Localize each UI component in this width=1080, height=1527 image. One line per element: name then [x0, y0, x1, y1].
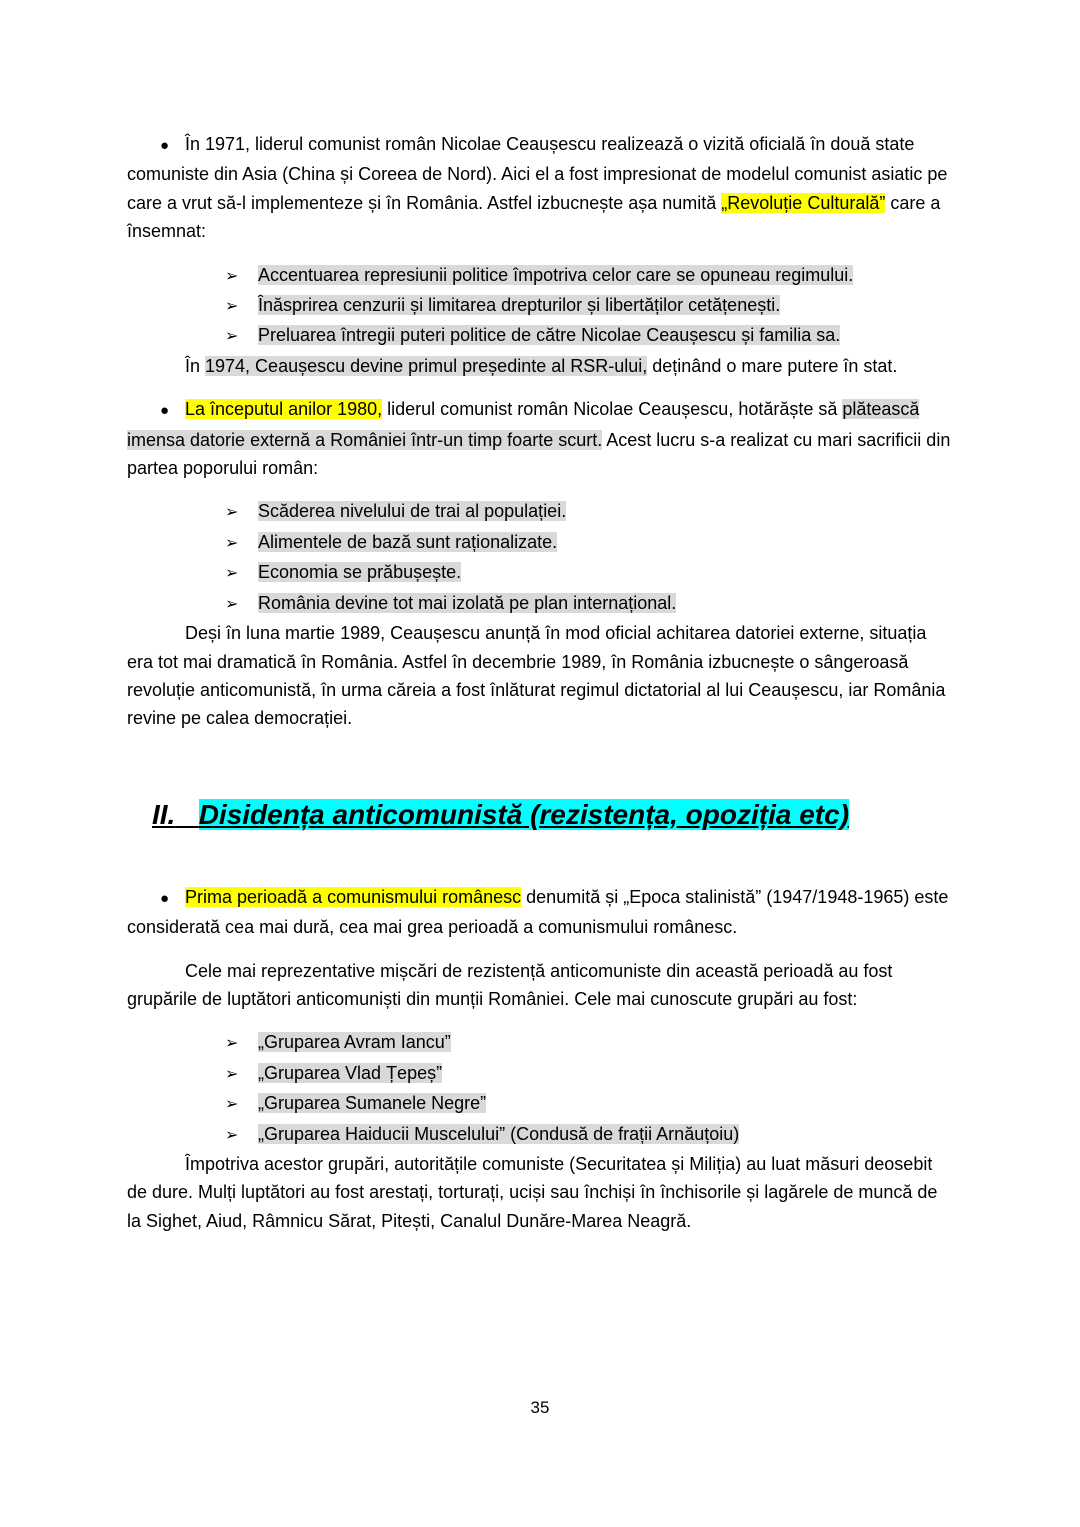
highlighted-text-yellow: „Revoluție Culturală”: [721, 192, 886, 213]
text-segment: Împotriva acestor grupări, autoritățile comuniste (Securitatea și Miliția) au luat măsuri deosebit de dure. Mulți luptători au fost arestați, torturați, uciși sau închiși în închisorile și lagărele de muncă de la Sighet, Aiud, Râmnicu Sărat, Pitești, Canalul Dunăre-Marea Neagră.: [127, 1153, 938, 1231]
list-item-text: „Gruparea Avram Iancu”: [258, 1032, 451, 1053]
text-segment: Deși în luna martie 1989, Ceaușescu anunță în mod oficial achitarea datoriei externe, situația era tot mai dramatică în România. Astfel în decembrie 1989, în România izbucnește o sângeroasă revoluție anticomunistă, în urma căreia a fost înlăturat regimul dictatorial al lui Ceaușescu, iar România revine pe calea democrației.: [127, 623, 946, 729]
paragraph-repression: [127, 1150, 953, 1235]
list-item: [225, 1089, 953, 1119]
page-number: 35: [530, 1398, 550, 1417]
text-segment: liderul comunist român Nicolae Ceaușescu, hotărăște să: [382, 399, 843, 420]
paragraph-president-1974: [127, 352, 953, 380]
arrow-bullet-icon: ➢: [225, 1065, 239, 1083]
list-item: [225, 589, 953, 619]
list-item: [225, 1059, 953, 1089]
paragraph-stalinist-era: [127, 883, 953, 942]
list-item-text: „Gruparea Vlad Țepeș”: [258, 1062, 443, 1083]
highlighted-text-yellow: Prima perioadă a comunismului românesc: [185, 886, 522, 907]
highlighted-text-yellow: La începutul anilor 1980,: [185, 399, 383, 420]
list-item-text: Economia se prăbușește.: [258, 562, 462, 583]
paragraph-visit-1971: [127, 130, 953, 246]
arrow-bullet-icon: ➢: [225, 534, 239, 552]
arrow-bullet-icon: ➢: [225, 267, 239, 285]
arrow-bullet-icon: ➢: [225, 595, 239, 613]
arrow-list-cultural-revolution: [127, 261, 953, 352]
paragraph-revolution-1989: [127, 619, 953, 733]
list-item: [225, 558, 953, 588]
text-segment: Acest lucru s-a realizat cu mari sacrificii din partea poporului român:: [127, 429, 951, 479]
list-item: [225, 528, 953, 558]
list-item-text: Accentuarea represiunii politice împotriva celor care se opuneau regimului.: [258, 264, 854, 285]
list-item: [225, 497, 953, 527]
paragraph-resistance-intro: [127, 957, 953, 1014]
list-item-text: „Gruparea Sumanele Negre”: [258, 1093, 487, 1114]
text-segment: deținând o mare putere în stat.: [647, 355, 898, 376]
text-segment: În: [185, 355, 206, 376]
text-segment: Cele mai reprezentative mișcări de rezistență anticomuniste din această perioadă au fost grupările de luptători anticomuniști din munții României. Cele mai cunoscute grupări au fost:: [127, 960, 893, 1009]
section-heading-dissidence: [152, 795, 953, 835]
list-item: [225, 1120, 953, 1150]
arrow-bullet-icon: ➢: [225, 1035, 239, 1053]
list-item-text: Alimentele de bază sunt raționalizate.: [258, 531, 558, 552]
arrow-bullet-icon: ➢: [225, 504, 239, 522]
list-item: [225, 291, 953, 321]
list-item-text: Înăsprirea cenzurii și limitarea drepturilor și libertăților cetățenești.: [258, 295, 781, 316]
arrow-bullet-icon: ➢: [225, 565, 239, 583]
list-item-text: „Gruparea Haiducii Muscelului” (Condusă de frații Arnăuțoiu): [258, 1123, 740, 1144]
list-item-text: Preluarea întregii puteri politice de către Nicolae Ceaușescu și familia sa.: [258, 325, 841, 346]
heading-numeral: II.: [152, 798, 176, 830]
arrow-bullet-icon: ➢: [225, 328, 239, 346]
highlighted-text-gray: 1974, Ceaușescu devine primul președinte al RSR-ului,: [205, 355, 648, 376]
arrow-bullet-icon: ➢: [225, 298, 239, 316]
list-item: [225, 1028, 953, 1058]
list-item-text: Scăderea nivelului de trai al populației.: [258, 501, 567, 522]
disc-bullet-icon: ●: [160, 889, 170, 907]
list-item-text: România devine tot mai izolată pe plan internațional.: [258, 592, 677, 613]
list-item: [225, 321, 953, 351]
disc-bullet-icon: ●: [160, 137, 170, 154]
paragraph-debt-1980: [127, 395, 953, 482]
disc-bullet-icon: ●: [160, 402, 170, 420]
heading-title: Disidența anticomunistă (rezistența, opoziția etc): [198, 798, 850, 830]
arrow-bullet-icon: ➢: [225, 1126, 239, 1144]
text-segment: care a însemnat:: [127, 192, 941, 242]
highlighted-text-gray: plătească imensa datorie externă a României într-un timp foarte scurt.: [127, 399, 920, 450]
arrow-list-consequences: [127, 497, 953, 619]
arrow-list-resistance-groups: [127, 1028, 953, 1150]
list-item: [225, 261, 953, 291]
text-segment: În 1971, liderul comunist român Nicolae Ceaușescu realizează o vizită oficială în două state comuniste din Asia (China și Coreea de Nord). Aici el a fost impresionat de modelul comunist asiatic pe care a vrut să-l implementeze și în România. Astfel izbucnește așa numită: [127, 134, 948, 213]
arrow-bullet-icon: ➢: [225, 1096, 239, 1114]
text-segment: denumită și „Epoca stalinistă” (1947/1948-1965) este considerată cea mai dură, cea mai grea perioadă a comunismului românesc.: [127, 886, 949, 938]
